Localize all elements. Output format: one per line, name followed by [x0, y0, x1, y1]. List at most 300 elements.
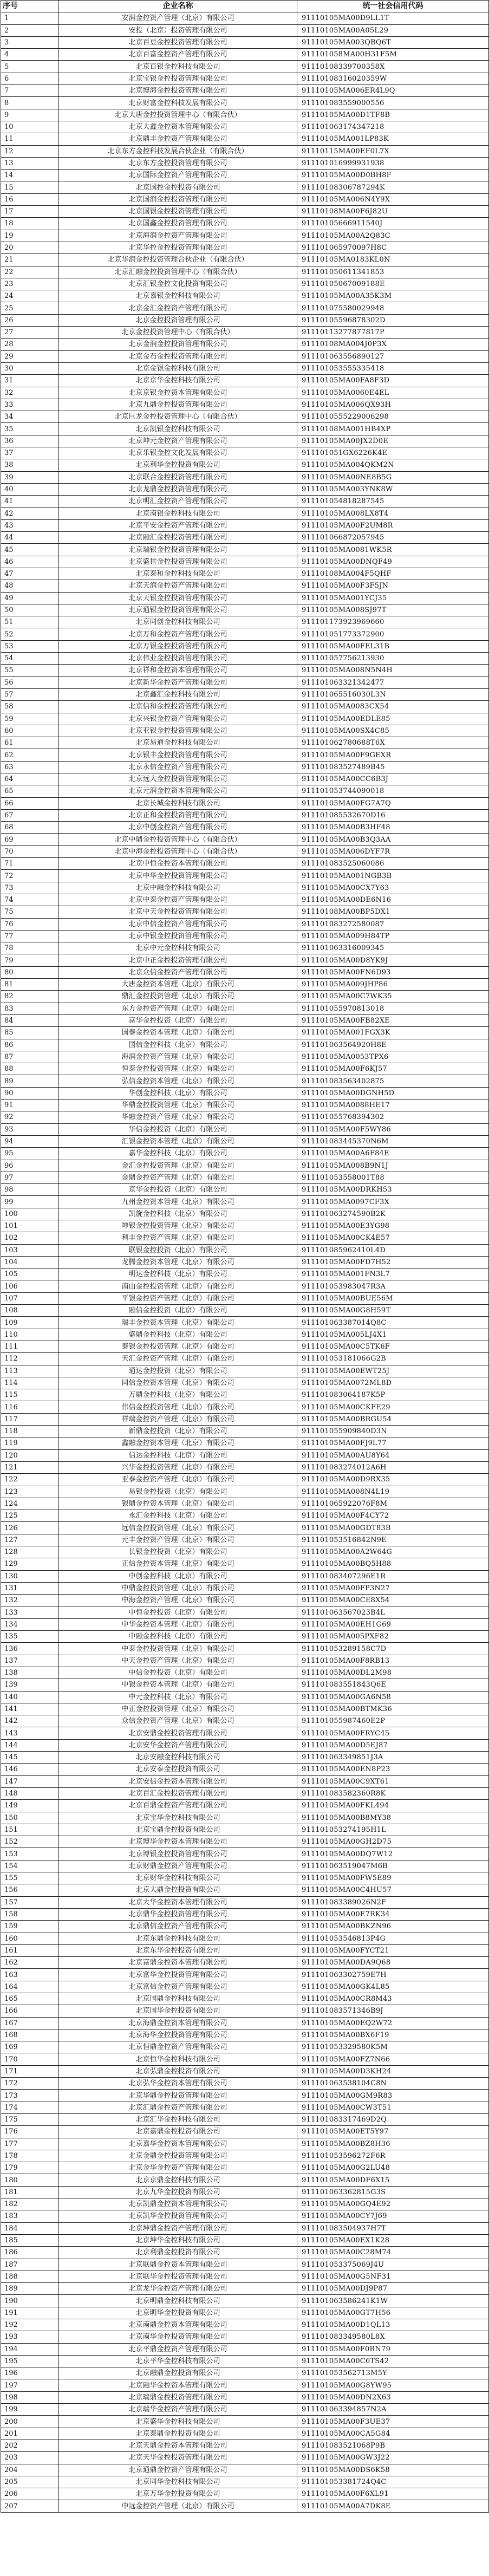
serial-number-cell: 131	[1, 1582, 59, 1594]
credit-code-cell: 91110105MA0183KL0N	[297, 254, 489, 266]
company-name-cell: 北京瑞银金控投资管理有限公司	[59, 544, 297, 556]
serial-number-cell: 134	[1, 1618, 59, 1630]
serial-number-cell: 91	[1, 1100, 59, 1111]
serial-number-cell: 162	[1, 1957, 59, 1969]
company-name-cell: 北京联合金控投资管理有限公司	[59, 471, 297, 483]
serial-number-cell: 6	[1, 73, 59, 84]
table-row	[1, 2283, 489, 2295]
table-row	[1, 2404, 489, 2416]
table-row	[1, 1679, 489, 1691]
credit-code-cell: 91110105MA00C5TK6F	[297, 1341, 489, 1352]
table-row	[1, 519, 489, 531]
serial-number-cell: 9	[1, 109, 59, 121]
company-name-cell: 北京百富金控资产管理有限公司	[59, 49, 297, 61]
credit-code-cell: 91110105MA00F0RN79	[297, 2343, 489, 2355]
credit-code-cell: 91110105MA00DN2X63	[297, 2391, 489, 2403]
company-name-cell: 北京乐银金控文化发展有限公司	[59, 447, 297, 459]
company-name-cell: 北京中元金控科技有限公司	[59, 942, 297, 954]
table-row	[1, 1752, 489, 1764]
credit-code-cell: 91110105MA00BUE56M	[297, 1292, 489, 1304]
credit-code-cell: 91110105MA00SX4C85	[297, 725, 489, 737]
serial-number-cell: 137	[1, 1655, 59, 1667]
serial-number-cell: 101	[1, 1220, 59, 1232]
serial-number-cell: 30	[1, 362, 59, 374]
credit-code-cell: 91110105MA00D9LL1T	[297, 12, 489, 24]
table-row	[1, 1111, 489, 1123]
credit-code-cell: 911101083525060086	[297, 858, 489, 870]
credit-code-cell: 91110105MA0083CX54	[297, 701, 489, 713]
credit-code-cell: 911101063556890127	[297, 350, 489, 362]
company-name-cell: 北京易通金控科技有限公司	[59, 737, 297, 749]
serial-number-cell: 164	[1, 1981, 59, 1993]
serial-number-cell: 93	[1, 1123, 59, 1135]
credit-code-cell: 911101063302759E7H	[297, 1969, 489, 1981]
serial-number-cell: 27	[1, 327, 59, 339]
table-row	[1, 423, 489, 435]
table-row	[1, 1172, 489, 1183]
credit-code-cell: 91110105MA008N4L19	[297, 1486, 489, 1498]
table-row	[1, 1051, 489, 1063]
serial-number-cell: 95	[1, 1148, 59, 1160]
credit-code-cell: 91110105MA00DL2M98	[297, 1667, 489, 1679]
company-name-cell: 金鼎金控资产管理（北京）有限公司	[59, 1172, 297, 1183]
serial-number-cell: 138	[1, 1667, 59, 1679]
serial-number-cell: 81	[1, 979, 59, 991]
serial-number-cell: 202	[1, 2440, 59, 2451]
company-name-cell: 富华金控投资（北京）有限公司	[59, 1014, 297, 1026]
table-row	[1, 1486, 489, 1498]
company-name-cell: 信达金控科技（北京）有限公司	[59, 1449, 297, 1461]
serial-number-cell: 75	[1, 906, 59, 918]
serial-number-cell: 98	[1, 1184, 59, 1196]
credit-code-cell: 91110105MA00DRKH53	[297, 1184, 489, 1196]
credit-code-cell: 91110105MA0053TPX6	[297, 1051, 489, 1063]
credit-code-cell: 91110105MA00FG7A7Q	[297, 797, 489, 809]
serial-number-cell: 8	[1, 97, 59, 109]
company-name-cell: 北京华控金控投资管理有限公司	[59, 242, 297, 253]
serial-number-cell: 187	[1, 2259, 59, 2271]
table-row	[1, 2331, 489, 2343]
serial-number-cell: 2	[1, 24, 59, 36]
company-name-cell: 北京金鼎金控投资管理有限公司	[59, 2150, 297, 2162]
company-name-cell: 北京安融金控科技有限公司	[59, 1752, 297, 1764]
credit-code-cell: 91110105MA00FKL494	[297, 1800, 489, 1812]
serial-number-cell: 147	[1, 1775, 59, 1787]
credit-code-cell: 91110105MA00A6F84E	[297, 1148, 489, 1160]
company-name-cell: 北京国华金控投资有限公司	[59, 2005, 297, 2017]
serial-number-cell: 5	[1, 61, 59, 73]
credit-code-cell: 91110105MA00DNQF49	[297, 556, 489, 568]
table-row	[1, 2234, 489, 2246]
company-name-cell: 北京中正金控投资管理有限公司	[59, 954, 297, 966]
table-row	[1, 2488, 489, 2500]
credit-code-cell: 91110105MA00EWT25J	[297, 1365, 489, 1377]
company-name-cell: 北京汇华金控科技有限公司	[59, 2113, 297, 2125]
serial-number-cell: 39	[1, 471, 59, 483]
company-name-cell: 北京东方金控科技发展合伙企业（有限合伙）	[59, 145, 297, 157]
company-name-cell: 大唐金控资本管理（北京）有限公司	[59, 979, 297, 991]
serial-number-cell: 190	[1, 2295, 59, 2307]
company-name-cell: 北京中融金控科技有限公司	[59, 882, 297, 894]
credit-code-cell: 91110105MA00C28M74	[297, 2247, 489, 2259]
table-row	[1, 2452, 489, 2464]
table-row	[1, 616, 489, 628]
company-name-cell: 永汇金控科技（北京）有限公司	[59, 1510, 297, 1522]
company-name-cell: 远信金控投资管理（北京）有限公司	[59, 1522, 297, 1534]
company-name-cell: 北京京鼎金控科技有限公司	[59, 2174, 297, 2186]
table-row	[1, 1872, 489, 1884]
serial-number-cell: 11	[1, 133, 59, 145]
credit-code-cell: 911101057756213930	[297, 653, 489, 665]
table-row	[1, 1618, 489, 1630]
company-name-cell: 北京富鼎金控资本管理有限公司	[59, 1957, 297, 1969]
serial-number-cell: 92	[1, 1111, 59, 1123]
table-row	[1, 1329, 489, 1341]
company-name-cell: 北京利华金控投资有限公司	[59, 459, 297, 471]
table-row	[1, 2138, 489, 2150]
table-row	[1, 1426, 489, 1437]
credit-code-cell: 91110105MA00DE6N16	[297, 894, 489, 906]
company-name-cell: 京华金控投资（北京）有限公司	[59, 1184, 297, 1196]
company-name-cell: 北京天华金控投资管理有限公司	[59, 2452, 297, 2464]
company-name-cell: 北京中鼎金控投资管理中心（有限合伙）	[59, 834, 297, 845]
table-row	[1, 327, 489, 339]
table-row	[1, 568, 489, 580]
credit-code-cell: 91110105MA00EQ2W72	[297, 2017, 489, 2029]
credit-code-cell: 91110105MA00G8YW95	[297, 2379, 489, 2391]
company-name-cell: 北京中华金控投资管理有限公司	[59, 870, 297, 882]
company-name-cell: 北京鼎信金控资产管理有限公司	[59, 1921, 297, 1933]
company-name-cell: 北京安信金控资本管理有限公司	[59, 1775, 297, 1787]
company-name-cell: 北京龙鼎金控投资管理有限公司	[59, 483, 297, 495]
credit-code-cell: 911101053555335418	[297, 362, 489, 374]
table-row	[1, 1896, 489, 1908]
credit-code-cell: 91110105MA00F6XL91	[297, 2488, 489, 2500]
serial-number-cell: 154	[1, 1860, 59, 1872]
serial-number-cell: 109	[1, 1317, 59, 1329]
serial-number-cell: 97	[1, 1172, 59, 1183]
table-row	[1, 2247, 489, 2259]
company-name-cell: 华创金控科技（北京）有限公司	[59, 1087, 297, 1099]
serial-number-cell: 99	[1, 1196, 59, 1208]
serial-number-cell: 180	[1, 2174, 59, 2186]
company-name-cell: 北京同创金控科技有限公司	[59, 616, 297, 628]
table-row	[1, 834, 489, 845]
table-row	[1, 1292, 489, 1304]
company-name-cell: 易银金控投资（北京）有限公司	[59, 1486, 297, 1498]
credit-code-cell: 91110105MA00EDLE85	[297, 713, 489, 725]
serial-number-cell: 33	[1, 399, 59, 411]
table-row	[1, 870, 489, 882]
table-row	[1, 1413, 489, 1425]
table-row	[1, 1908, 489, 1920]
credit-code-cell: 91110105MA00D8YK9J	[297, 954, 489, 966]
serial-number-cell: 115	[1, 1389, 59, 1401]
serial-number-cell: 94	[1, 1135, 59, 1147]
company-name-cell: 北京海润金控资产管理有限公司	[59, 230, 297, 242]
credit-code-cell: 911101083349580L8X	[297, 2331, 489, 2343]
table-row	[1, 1510, 489, 1522]
credit-code-cell: 91110105MA00E7RK34	[297, 1908, 489, 1920]
table-row	[1, 1449, 489, 1461]
serial-number-cell: 106	[1, 1280, 59, 1292]
company-name-cell: 北京巨龙金控投资管理中心（有限合伙）	[59, 411, 297, 423]
table-row	[1, 942, 489, 954]
company-name-cell: 中信金控投资（北京）有限公司	[59, 1667, 297, 1679]
company-name-cell: 北京金控投资管理中心（有限合伙）	[59, 327, 297, 339]
serial-number-cell: 59	[1, 713, 59, 725]
company-name-cell: 北京宝银金控投资管理有限公司	[59, 73, 297, 84]
company-name-cell: 北京博银金控投资管理有限公司	[59, 1848, 297, 1860]
table-row	[1, 157, 489, 169]
company-name-cell: 北京财华金控科技有限公司	[59, 1872, 297, 1884]
credit-code-cell: 91110105MA00FB82XE	[297, 1014, 489, 1026]
credit-code-cell: 911101051773372900	[297, 628, 489, 640]
company-name-cell: 北京中泰金控资产管理有限公司	[59, 894, 297, 906]
credit-code-cell: 91110105MA001FGX3K	[297, 1027, 489, 1039]
credit-code-cell: 91110105067009188E	[297, 278, 489, 290]
serial-number-cell: 38	[1, 459, 59, 471]
serial-number-cell: 18	[1, 218, 59, 230]
company-name-cell: 北京联鼎金控资本管理有限公司	[59, 2259, 297, 2271]
company-name-cell: 北京百鼎金控资产管理有限公司	[59, 1800, 297, 1812]
credit-code-cell: 91110105MA00EX1K28	[297, 2234, 489, 2246]
serial-number-cell: 73	[1, 882, 59, 894]
credit-code-cell: 91110105MA00FRYC45	[297, 1727, 489, 1739]
company-name-cell: 北京中天金控投资管理有限公司	[59, 906, 297, 918]
serial-number-cell: 31	[1, 375, 59, 387]
serial-number-cell: 151	[1, 1824, 59, 1836]
company-name-cell: 北京九鼎金控投资管理有限公司	[59, 399, 297, 411]
serial-number-cell: 126	[1, 1522, 59, 1534]
credit-code-cell: 91110105MA00G2LU48	[297, 2162, 489, 2174]
table-row	[1, 1401, 489, 1413]
company-name-cell: 北京盛华金控科技有限公司	[59, 2416, 297, 2428]
serial-number-cell: 172	[1, 2078, 59, 2090]
table-row	[1, 2053, 489, 2065]
credit-code-cell: 911101083559000556	[297, 97, 489, 109]
company-name-cell: 北京新华金控资产管理有限公司	[59, 676, 297, 688]
credit-code-cell: 91110105MA00GQ4E92	[297, 2198, 489, 2210]
company-name-cell: 祥瑞金控资产管理（北京）有限公司	[59, 1413, 297, 1425]
credit-code-cell: 91110105MA00ET5Y97	[297, 2126, 489, 2138]
table-row	[1, 2343, 489, 2355]
company-name-cell: 北京亚银金控投资管理有限公司	[59, 725, 297, 737]
company-name-cell: 北京大华金控资本管理有限公司	[59, 1896, 297, 1908]
company-name-cell: 北京富华金控投资管理有限公司	[59, 1969, 297, 1981]
serial-number-cell: 200	[1, 2416, 59, 2428]
table-row	[1, 1667, 489, 1679]
credit-code-cell: 911101063586241K1W	[297, 2295, 489, 2307]
company-name-cell: 北京九华金控投资有限公司	[59, 2186, 297, 2198]
serial-number-cell: 36	[1, 435, 59, 447]
credit-code-cell: 91110105MA00C9XT61	[297, 1775, 489, 1787]
company-name-cell: 中鼎金控投资管理（北京）有限公司	[59, 1582, 297, 1594]
company-name-cell: 北京利鼎金控投资有限公司	[59, 2247, 297, 2259]
credit-code-cell: 91110105MA00FYCT21	[297, 1944, 489, 1956]
company-name-cell: 伟信金控投资管理（北京）有限公司	[59, 1401, 297, 1413]
credit-code-cell: 91110105MA00DF6X15	[297, 2174, 489, 2186]
serial-number-cell: 194	[1, 2343, 59, 2355]
table-row	[1, 24, 489, 36]
credit-code-cell: 911101075580029948	[297, 302, 489, 314]
credit-code-cell: 911101055970813018	[297, 1003, 489, 1014]
credit-code-cell: 911101053274195H1L	[297, 1824, 489, 1836]
company-name-cell: 北京财鼎金控资产管理有限公司	[59, 1860, 297, 1872]
table-row	[1, 1582, 489, 1594]
credit-code-cell: 911101063538104C8N	[297, 2078, 489, 2090]
table-row	[1, 1474, 489, 1486]
serial-number-cell: 146	[1, 1764, 59, 1775]
table-row	[1, 508, 489, 519]
table-row	[1, 2198, 489, 2210]
company-name-cell: 北京信和金控投资管理有限公司	[59, 701, 297, 713]
table-row	[1, 121, 489, 133]
table-row	[1, 302, 489, 314]
serial-number-cell: 1	[1, 12, 59, 24]
credit-code-cell: 91110108MA004J0P3X	[297, 339, 489, 350]
serial-number-cell: 49	[1, 592, 59, 604]
table-row	[1, 1860, 489, 1872]
table-row	[1, 1160, 489, 1172]
table-row	[1, 1389, 489, 1401]
serial-number-cell: 55	[1, 665, 59, 676]
serial-number-cell: 125	[1, 1510, 59, 1522]
table-row	[1, 2295, 489, 2307]
serial-number-cell: 57	[1, 688, 59, 700]
table-row	[1, 36, 489, 48]
credit-code-cell: 91110105MA006N4Y9X	[297, 193, 489, 205]
credit-code-cell: 91110105MA00F2UM8R	[297, 519, 489, 531]
credit-code-cell: 91110105MA00D1TF8B	[297, 109, 489, 121]
table-row	[1, 991, 489, 1003]
table-row	[1, 387, 489, 399]
company-name-cell: 北京兴银金控资产管理有限公司	[59, 713, 297, 725]
company-name-cell: 天汇金控资产管理（北京）有限公司	[59, 1353, 297, 1365]
table-row	[1, 580, 489, 592]
company-name-cell: 同信金控资本管理（北京）有限公司	[59, 1377, 297, 1389]
serial-number-cell: 149	[1, 1800, 59, 1812]
table-row	[1, 979, 489, 991]
company-name-cell: 北京金汇金控资产管理有限公司	[59, 302, 297, 314]
serial-number-cell: 186	[1, 2247, 59, 2259]
credit-code-cell: 91110105MA00GH2D75	[297, 1836, 489, 1848]
credit-code-cell: 91110108306787294K	[297, 181, 489, 193]
table-row	[1, 1256, 489, 1268]
credit-code-cell: 911101083527489B45	[297, 761, 489, 773]
serial-number-cell: 37	[1, 447, 59, 459]
serial-number-cell: 42	[1, 508, 59, 519]
serial-number-cell: 160	[1, 1933, 59, 1944]
credit-code-cell: 911101062780688T6X	[297, 737, 489, 749]
credit-code-cell: 91110105MA009JHP86	[297, 979, 489, 991]
serial-number-cell: 167	[1, 2017, 59, 2029]
company-name-cell: 北京鑫汇金控科技有限公司	[59, 688, 297, 700]
company-name-cell: 北京凯鼎金控资本管理有限公司	[59, 2198, 297, 2210]
table-row	[1, 1184, 489, 1196]
table-row	[1, 1969, 489, 1981]
table-row	[1, 930, 489, 942]
company-name-cell: 北京中恒金控资本管理有限公司	[59, 858, 297, 870]
table-row	[1, 918, 489, 930]
table-row	[1, 1003, 489, 1014]
credit-code-cell: 911101063519047M6B	[297, 1860, 489, 1872]
credit-code-cell: 91110105MA00FZ7N66	[297, 2053, 489, 2065]
credit-code-cell: 91110105MA001FN3L7	[297, 1269, 489, 1280]
serial-number-cell: 191	[1, 2307, 59, 2319]
company-name-cell: 北京融鼎金控投资有限公司	[59, 2367, 297, 2379]
credit-code-cell: 911101053562713M5Y	[297, 2367, 489, 2379]
serial-number-cell: 124	[1, 1498, 59, 1510]
credit-code-cell: 911101083389026N2F	[297, 1896, 489, 1908]
company-name-cell: 北京银丰金控投资管理有限公司	[59, 749, 297, 761]
company-name-cell: 九州金控资本管理（北京）有限公司	[59, 1196, 297, 1208]
serial-number-cell: 62	[1, 749, 59, 761]
credit-code-cell: 911101173923969660	[297, 616, 489, 628]
company-name-cell: 北京泰和金控科技有限公司	[59, 568, 297, 580]
serial-number-cell: 175	[1, 2113, 59, 2125]
company-name-cell: 北京明汇金控资产管理有限公司	[59, 496, 297, 508]
table-row	[1, 1135, 489, 1147]
company-name-cell: 北京安鼎金控投资管理有限公司	[59, 1727, 297, 1739]
table-row	[1, 350, 489, 362]
credit-code-cell: 911101065970097H8C	[297, 242, 489, 253]
credit-code-cell: 91110105MA00NE8B5G	[297, 471, 489, 483]
credit-code-cell: 911101083563402875	[297, 1075, 489, 1087]
table-row	[1, 362, 489, 374]
credit-code-cell: 91110105596878302D	[297, 314, 489, 326]
serial-number-cell: 179	[1, 2162, 59, 2174]
serial-number-cell: 12	[1, 145, 59, 157]
credit-code-cell: 911101053375069J4U	[297, 2259, 489, 2271]
serial-number-cell: 136	[1, 1643, 59, 1655]
serial-number-cell: 34	[1, 411, 59, 423]
company-name-cell: 中创金控科技（北京）有限公司	[59, 1570, 297, 1582]
table-row	[1, 1981, 489, 1993]
table-row	[1, 230, 489, 242]
table-row	[1, 459, 489, 471]
table-row	[1, 640, 489, 652]
serial-number-cell: 171	[1, 2065, 59, 2077]
table-row	[1, 339, 489, 350]
table-row	[1, 532, 489, 544]
table-row	[1, 2174, 489, 2186]
serial-number-cell: 26	[1, 314, 59, 326]
company-name-cell: 兴华金控投资管理（北京）有限公司	[59, 1461, 297, 1473]
table-row	[1, 2379, 489, 2391]
serial-number-cell: 141	[1, 1703, 59, 1715]
table-body	[1, 12, 489, 2512]
credit-code-cell: 91110105MA009H84TP	[297, 930, 489, 942]
credit-code-cell: 911101083582360R8K	[297, 1787, 489, 1799]
serial-number-cell: 22	[1, 266, 59, 278]
serial-number-cell: 142	[1, 1715, 59, 1727]
table-row	[1, 1606, 489, 1618]
serial-number-cell: 103	[1, 1244, 59, 1256]
credit-code-cell: 91110105MA00C7WK35	[297, 991, 489, 1003]
table-row	[1, 254, 489, 266]
company-name-cell: 北京龙华金控资产管理有限公司	[59, 2283, 297, 2295]
serial-number-cell: 83	[1, 1003, 59, 1014]
credit-code-cell: 91110105MA00F9GEXR	[297, 749, 489, 761]
company-name-cell: 明达金控科技（北京）有限公司	[59, 1269, 297, 1280]
serial-number-cell: 144	[1, 1739, 59, 1751]
company-name-cell: 北京鼎华金控投资管理有限公司	[59, 1908, 297, 1920]
serial-number-cell: 25	[1, 302, 59, 314]
table-row	[1, 2150, 489, 2162]
credit-code-cell: 91110105MA001LP83K	[297, 133, 489, 145]
table-row	[1, 713, 489, 725]
